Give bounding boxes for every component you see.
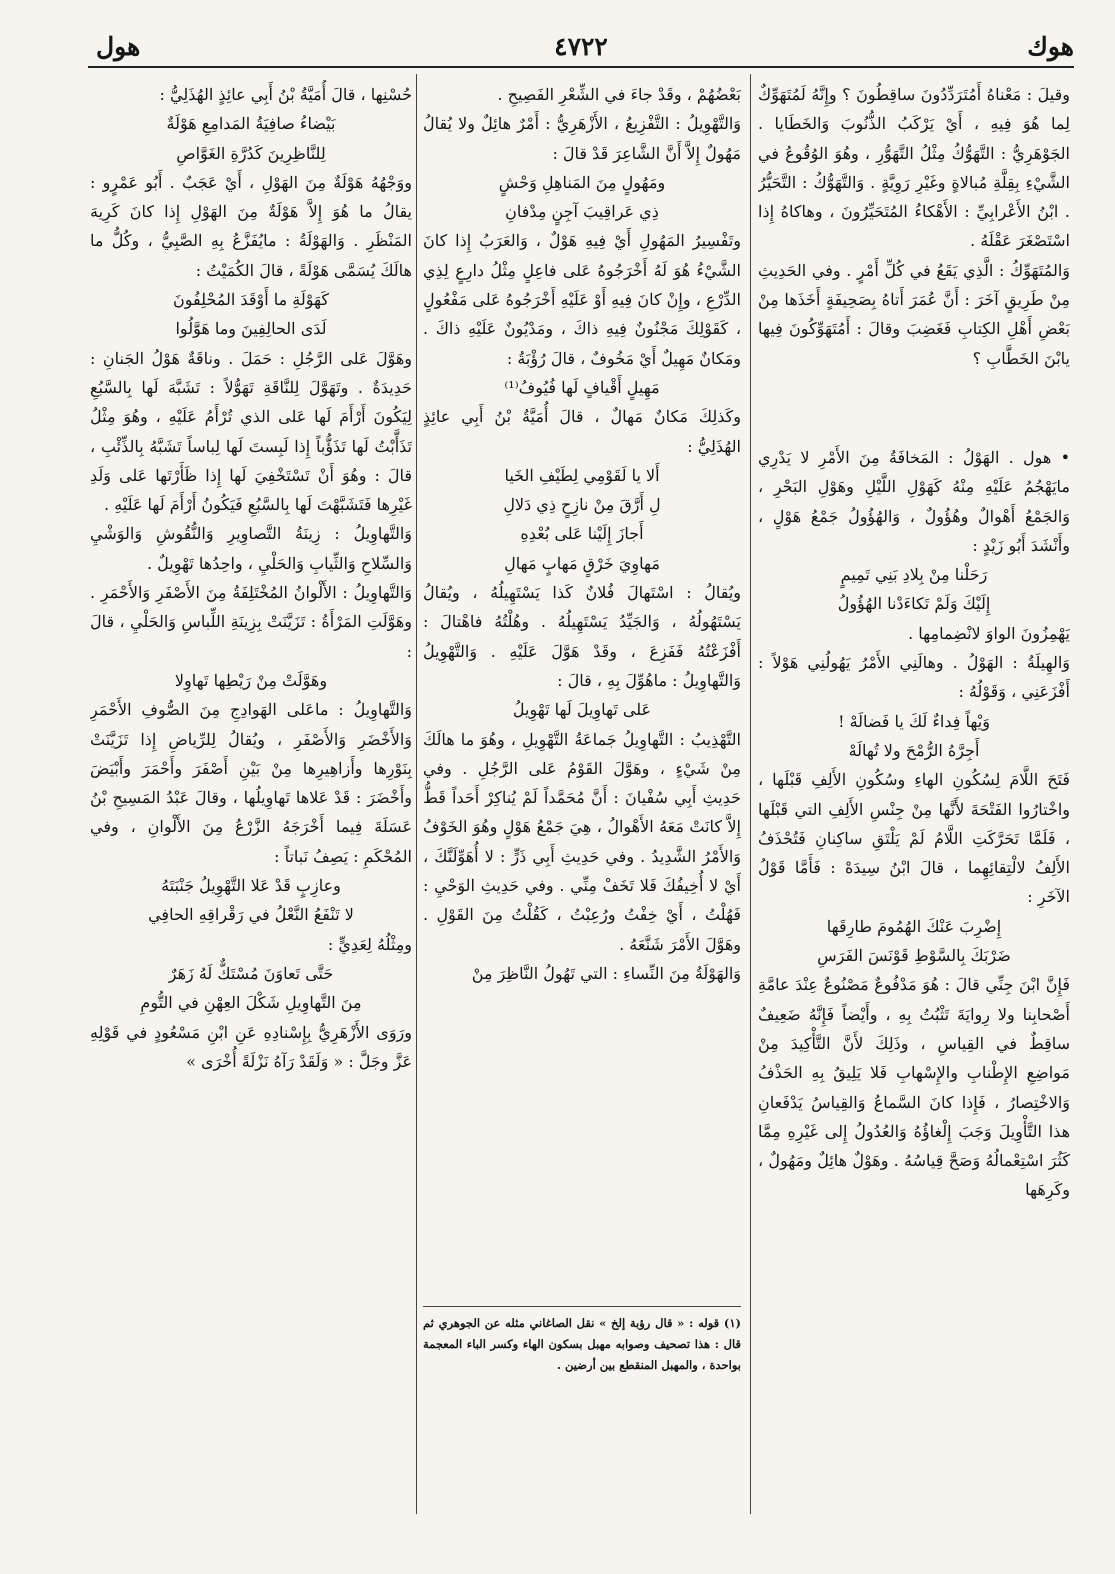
verse-line: لِلنَّاظِرِينَ كَدُرَّةِ الغَوَّاصِ: [176, 143, 326, 163]
verse-line: وهَوَّلَتْ مِنْ رَيْطِها تَهاوِلا: [174, 670, 328, 690]
footnote: (١) قوله : « قال رؤبة إلخ » نقل الصاغاني مثله عن الجوهري ثم قال : هذا تصحيف وصوابه مهبل بسكون الهاء وكسر الباء المعجمة بواحدة ، والمهبل المنقطع بين أرضين .: [423, 1306, 741, 1376]
page-header: [88, 30, 1074, 68]
paragraph: فَإِنَّ ابْنَ جِنِّي قالَ : هُوَ مَدْفُوعٌ مَصْنُوعٌ عِنْدَ عامَّةِ أَصْحابِنا ولا رِوايَةَ تَثْبُتُ بِهِ ، وأَيْضاً فَإِنَّهُ ضَعِيفٌ ساقِطٌ في القِياسِ ، وذَلِكَ لأَنَّ التَّأْكِيدَ مِنْ مَواضِعِ الإِطْنابِ والإِسْهابِ فَلا يَلِيقُ بِهِ الحَذْفُ وَالاخْتِصارُ ، فَإِذا كانَ السَّماعُ وَالقِياسُ يَدْفَعانِ هذا التَّأْوِيلَ وَجَبَ إِلْغاؤُهُ وَالعُدُولُ إِلى غَيْرِهِ مِمَّا كَثُرَ اسْتِعْمالُهُ وَصَحَّ قِياسُهُ . وهَوْلٌ هائِلٌ ومَهُولٌ ، وكَرِهَها: [758, 975, 1070, 1200]
verse-line: وَيْهاً فِداءٌ لَكَ يا فَضالَهْ !: [838, 711, 990, 731]
paragraph: التَّهْذِيبُ : التَّهاوِيلُ جَماعَةُ التَّهْوِيلِ ، وهُوَ ما هالَكَ مِنْ شَيْءٍ ، وهَوَّلَ القَوْمُ عَلى الرَّجُلِ . وفي حَدِيثِ أَبِي سُفْيانَ : أَنَّ مُحَمَّداً لَمْ يُناكِرْ أَحَداً قَطُّ إِلاَّ كانَتْ مَعَهُ الأَهْوالُ ، هِيَ جَمْعُ هَوْلٍ وهُوَ الخَوْفُ وَالأَمْرُ الشَّدِيدُ . وفي حَدِيثِ أَبِي ذَرٍّ : لا أُهَوِّلَنَّكَ ، أَيْ لا أُخِيفُكَ فَلا تَخَفْ مِنِّي . وفي حَدِيثِ الوَحْيِ : فَهُلْتُ ، أَيْ خِفْتُ ورُعِبْتُ ، كَقُلْتُ مِنَ القَوْلِ . وهَوَّلَ الأَمْرَ شَنَّعَهُ .: [423, 729, 741, 954]
verse-line: كَهَوْلَةِ ما أَوْقَدَ المُحْلِفُونَ: [173, 290, 329, 310]
verse-line: عَلى تَهاوِيلَ لَها تَهْوِيلُ: [512, 700, 652, 720]
verse-line: ضَرْبَكَ بِالسَّوْطِ قَوْنَسَ الفَرَسِ: [817, 946, 1011, 966]
header-entry-right: هوك: [1027, 32, 1074, 61]
paragraph: ومِثْلُهُ لِعَدِيٍّ :: [327, 934, 412, 954]
verse-line: لَدَى الحالِفِينَ وما هَوَّلُوا: [175, 319, 327, 339]
page-number: ٤٧٢٢: [554, 32, 608, 61]
paragraph: حُسْنِها ، قالَ أُمَيَّةُ بْنُ أَبِي عائِذٍ الهُذَلِيُّ :: [159, 85, 412, 104]
paragraph: وهَوَّلَ عَلى الرَّجُلِ : حَمَلَ . وناقَةٌ هَوْلُ الجَنانِ : حَدِيدَةٌ . وتَهَوَّلَ لِلنَّاقَةِ تَهَوُّلاً : تَشَبَّهَ لَها بِالسَّبُعِ لِيَكُونَ أَرْأَمَ لَها عَلى الذي تُرْأَمُ عَلَيْهِ ، وهُوَ مِثْلُ تَذَأَّبْتُ لَها تَذَؤُّباً إِذا لَبِستَ لَها لِباساً تَشَبَّهُ بِالذِّئْبِ ، قالَ : وهُوَ أَنْ تَسْتَخْفِيَ لَها إِذا ظَأَرْتَها عَلى وَلَدِ غَيْرِها فَتَشَبَّهْتَ لَها بِالسَّبُعِ فَيَكُونُ أَرْأَمَ لَها عَلَيْهِ .: [90, 348, 412, 515]
column-divider: [416, 74, 417, 1514]
verse-line: إِلَيْكَ وَلَمْ تَكاءَدْنا الهُؤُولُ: [837, 594, 991, 614]
verse-line: مَهِيلٍ أَقْيافٍ لَها فُيُوفُ⁽¹⁾: [504, 377, 660, 397]
verse-line: مِنَ التَّهاوِيلِ شَكْلَ العِهْنِ في التُّومِ: [140, 993, 362, 1013]
verse-line: وعازِبٍ قَدْ عَلا التَّهْوِيلُ جَنْبَتَهُ: [161, 876, 341, 896]
paragraph: ووَجْهُهُ هَوْلَةٌ مِنَ الهَوْلِ ، أَيْ عَجَبٌ . أَبُو عَمْرٍو : يقالُ ما هُوَ إِلاَّ هَوْلَةٌ مِنَ الهَوْلِ إِذا كانَ كَرِيهَ المَنْظَرِ . وَالهَوْلَةُ : مايُفَزَّعُ بِهِ الصَّبِيُّ ، وكُلُّ ما هالَكَ يُسَمَّى هَوْلَةً ، قالَ الكُمَيْتُ :: [90, 172, 412, 280]
paragraph: وَالتَّهاوِيلُ : الأَلْوانُ المُخْتَلِفَةُ مِنَ الأَصْفَرِ وَالأَحْمَرِ . وهَوَّلَتِ المَرْأَةُ : تَزَيَّنَتْ بِزِينَةِ اللِّباسِ وَالحَلْيِ ، قالَ :: [90, 583, 412, 661]
paragraph: ويُقالُ : اسْتَهالَ فُلانٌ كَذا يَسْتَهِيلُهُ ، ويُقالُ يَسْتَهُولُهُ ، وَالجَيِّدُ يَسْتَهِيلُهُ . وهُلْتُهُ فاهْتالَ : أَفْزَعْتُهُ فَفَزِعَ ، وقَدْ هَوَّلَ عَلَيْهِ . وَالتَّهْوِيلُ وَالتَّهاوِيلُ : ماهُوِّلَ بِهِ ، قالَ :: [423, 583, 741, 690]
entry-paragraph: • هول . الهَوْلُ : المَخافَةُ مِنَ الأَمْرِ لا يَدْرِي مايَهْجُمُ عَلَيْهِ مِنْهُ كَهَوْلِ اللَّيْلِ وهَوْلِ البَحْرِ ، وَالجَمْعُ أَهْوالٌ وهُؤُولٌ ، وَالهُؤُولُ جَمْعُ هَوْلٍ ، وأَنْشَدَ أَبُو زَيْدٍ :: [758, 447, 1070, 555]
paragraph: وَالتَّهاوِيلُ : ماعَلى الهَوادِجِ مِنَ الصُّوفِ الأَحْمَرِ وَالأَخْضَرِ وَالأَصْفَرِ ، ويُقالُ لِلرِّياضِ إِذا تَزَيَّنَتْ بِنَوْرِها وأَزاهِيرِها مِنْ بَيْنِ أَصْفَرَ وأَحْمَرَ وأَبْيَضَ وأَخْضَرَ : قَدْ عَلاها تَهاوِيلُها ، وقالَ عَبْدُ المَسِيحِ بْنُ عَسَلَةَ فِيما أَخْرَجَهُ الزَّرْعُ مِنَ الأَلْوانِ ، وفي المُحْكَمِ : يَصِفُ نَباتاً :: [90, 700, 412, 866]
paragraph: وَالتَّهْوِيلُ : التَّفْزِيعُ ، الأَزْهَرِيُّ : أَمْرٌ هائِلٌ ولا يُقالُ مَهُولٌ إِلاَّ أَنَّ الشَّاعِرَ قَدْ قالَ :: [423, 114, 741, 163]
verse-line: ذِي عَراقِيبَ آجِنٍ مِدْفانِ: [505, 202, 659, 222]
column-divider: [750, 74, 751, 1514]
verse-line: أَلا يا لَقَوْمِي لِطَيْفِ الخَيا: [504, 465, 660, 485]
paragraph: وَالهِيلَةُ : الهَوْلُ . وهالَنِي الأَمْرُ يَهُولُنِي هَوْلاً : أَفْزَعَنِي ، وَقَوْلُهُ :: [758, 653, 1070, 702]
paragraph: وكَذلِكَ مَكانٌ مَهالٌ ، قالَ أُمَيَّةُ بْنُ أَبِي عائِذٍ الهُذَلِيُّ :: [423, 407, 741, 456]
verse-line: لا تَنْفَعُ النَّعْلُ في رَقْراقِهِ الحافِي: [148, 905, 354, 925]
verse-line: ومَهُولٍ مِنَ المَناهِلِ وَحْشٍ: [498, 172, 666, 192]
paragraph: بَعْضُهُمْ ، وقَدْ جاءَ في الشِّعْرِ الفَصِيحِ .: [497, 85, 741, 104]
paragraph: وقيلَ : مَعْناهُ أَمُتَرَدِّدُونَ ساقِطُونَ ؟ وإِنَّهُ لَمُتَهَوِّكٌ لِما هُوَ فِيهِ ، أَيْ يَرْكَبُ الذُّنُوبَ وَالخَطَايا . الجَوْهَرِيُّ : التَّهَوُّكُ مِثْلُ التَّهَوُّرِ ، وهُوَ الوُقُوعُ في الشَّيْءِ بِقِلَّةِ مُبالاةٍ وغَيْرِ رَوِيَّةٍ . وَالتَّهَوُّكُ : التَّحَيُّرُ . ابْنُ الأَعْرابِيِّ : الأَهْكاءُ المُتَحَيِّرُونَ ، وهاكاهُ إِذا اسْتَصْغَرَ عَقْلَهُ .: [758, 85, 1070, 251]
paragraph: فَتَحَ اللَّامَ لِسُكُونِ الهاءِ وسُكُونِ الأَلِفِ قَبْلَها ، واخْتارُوا الفَتْحَةَ لأَنَّها مِنْ جِنْسِ الأَلِفِ التي قَبْلَها ، فَلَمَّا تَحَرَّكَتِ اللَّامُ لَمْ يَلْتَقِ ساكِنانِ فَتُحْذَفُ الأَلِفُ لالْتِقائِهِما ، قالَ ابْنُ سِيدَهْ : فَأَمَّا قَوْلُ الآخَرِ :: [758, 770, 1070, 907]
text-column-left: [90, 80, 412, 1515]
verse-line: أَجِرَّهُ الرُّمْحَ ولا تُهالَهْ: [848, 740, 980, 760]
paragraph: ورَوَى الأَزْهَرِيُّ بِإِسْنادِهِ عَنِ ابْنِ مَسْعُودٍ في قَوْلِهِ عَزَّ وجَلَّ : « وَلَقَدْ رَآهُ نَزْلَةً أُخْرَى »: [90, 1022, 412, 1071]
verse-line: أَجازَ إِلَيْنا عَلى بُعْدِهِ: [520, 524, 644, 544]
section-gap: [758, 373, 1070, 443]
verse-line: إِضْرِبَ عَنْكَ الهُمُومَ طارِقَها: [826, 916, 1002, 936]
text-column-right: [758, 80, 1070, 1515]
verse-line: لِ أَرَّقَ مِنْ نازِحٍ ذِي دَلالِ: [503, 495, 661, 515]
paragraph: وَالتَّهاوِيلُ : زِينَةُ التَّصاوِيرِ وَالنُّقُوشِ وَالوَشْيِ وَالسِّلاحِ وَالثِّيابِ وَالحَلْيِ ، واحِدُها تَهْوِيلٌ .: [90, 524, 412, 573]
verse-line: بَيْضاءُ صافِيَةُ المَدامِعِ هَوْلَةٌ: [166, 114, 336, 134]
paragraph: وَالمُتَهَوِّكُ : الَّذِي يَقَعُ في كُلِّ أَمْرٍ . وفي الحَدِيثِ مِنْ طَرِيقٍ آخَرَ : أَنَّ عُمَرَ أَتاهُ بِصَحِيفَةٍ أَخَذَها مِنْ بَعْضِ أَهْلِ الكِتابِ فَغَضِبَ وقالَ : أَمُتَهَوِّكُونَ فِيها يابْنَ الخَطَّابِ ؟: [758, 260, 1070, 368]
header-entry-left: هول: [96, 32, 141, 61]
paragraph: وَالهَوْلَةُ مِنَ النِّساءِ : التي تَهُولُ النَّاظِرَ مِنْ: [471, 963, 741, 983]
verse-line: حَتَّى تَعاوَنَ مُسْتَكٌّ لَهُ زَهَرٌ: [168, 963, 334, 983]
paragraph: يَهْمِزُونَ الواوَ لانْضِمامِها .: [908, 623, 1070, 643]
verse-line: رَحَلْنا مِنْ بِلادِ بَنِي تَمِيمٍ: [840, 565, 988, 585]
text-column-middle: [423, 80, 741, 1500]
verse-line: مَهاوِيَ خَرْقٍ مَهابٍ مَهالِ: [504, 553, 660, 573]
paragraph: وتَفْسِيرُ المَهُولِ أَيْ فِيهِ هَوْلٌ ، وَالعَرَبُ إِذا كانَ الشَّيْءُ هُوَ لَهُ أَخْرَجُوهُ عَلى فاعِلٍ مِثْلُ دارِعٍ لِذِي الدِّرْعِ ، وإِنْ كانَ فِيهِ أَوْ عَلَيْهِ أَخْرَجُوهُ عَلى مَفْعُولٍ ، كَقَوْلِكَ مَجْنُونٌ فِيهِ ذاكَ ، ومَدْيُونٌ عَلَيْهِ ذاكَ . ومَكانٌ مَهِيلٌ أَيْ مَخُوفٌ ، قالَ رُؤْبَةُ :: [423, 231, 741, 368]
